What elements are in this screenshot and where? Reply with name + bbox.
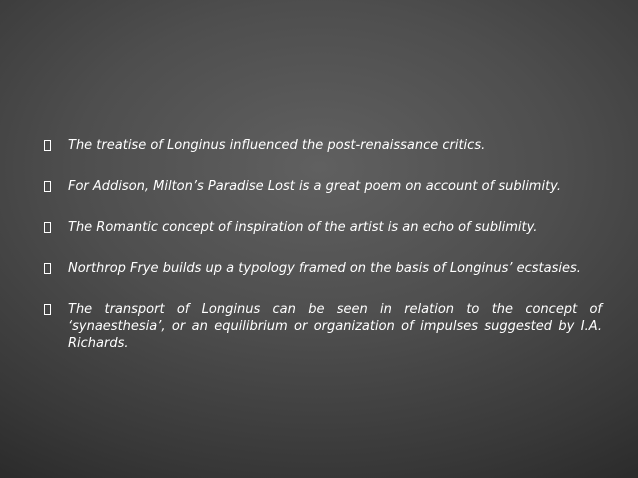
missing-glyph-box-icon <box>40 260 54 277</box>
bullet-item <box>40 301 602 352</box>
missing-glyph-box-icon <box>40 178 54 195</box>
bullet-text: For Addison, Milton’s Paradise Lost is a great poem on account of sublimity. <box>68 179 561 194</box>
missing-glyph-box-icon <box>40 219 54 236</box>
bullet-text: The transport of Longinus can be seen in relation to the concept of ‘synaesthesia’, or an equilibrium or organization of impulses suggested by I.A. Richards. <box>68 302 602 351</box>
bullet-text: The treatise of Longinus influenced the post-renaissance critics. <box>68 138 486 153</box>
bullet-item <box>40 137 602 154</box>
missing-glyph-box-icon <box>40 137 54 154</box>
bullet-item <box>40 260 602 277</box>
bullet-text: The Romantic concept of inspiration of the artist is an echo of sublimity. <box>68 220 538 235</box>
missing-glyph-box-icon <box>40 301 54 318</box>
bullet-item <box>40 219 602 236</box>
bullet-item <box>40 178 602 195</box>
bullet-text: Northrop Frye builds up a typology framed on the basis of Longinus’ ecstasies. <box>68 261 581 276</box>
bullet-list <box>40 137 602 376</box>
